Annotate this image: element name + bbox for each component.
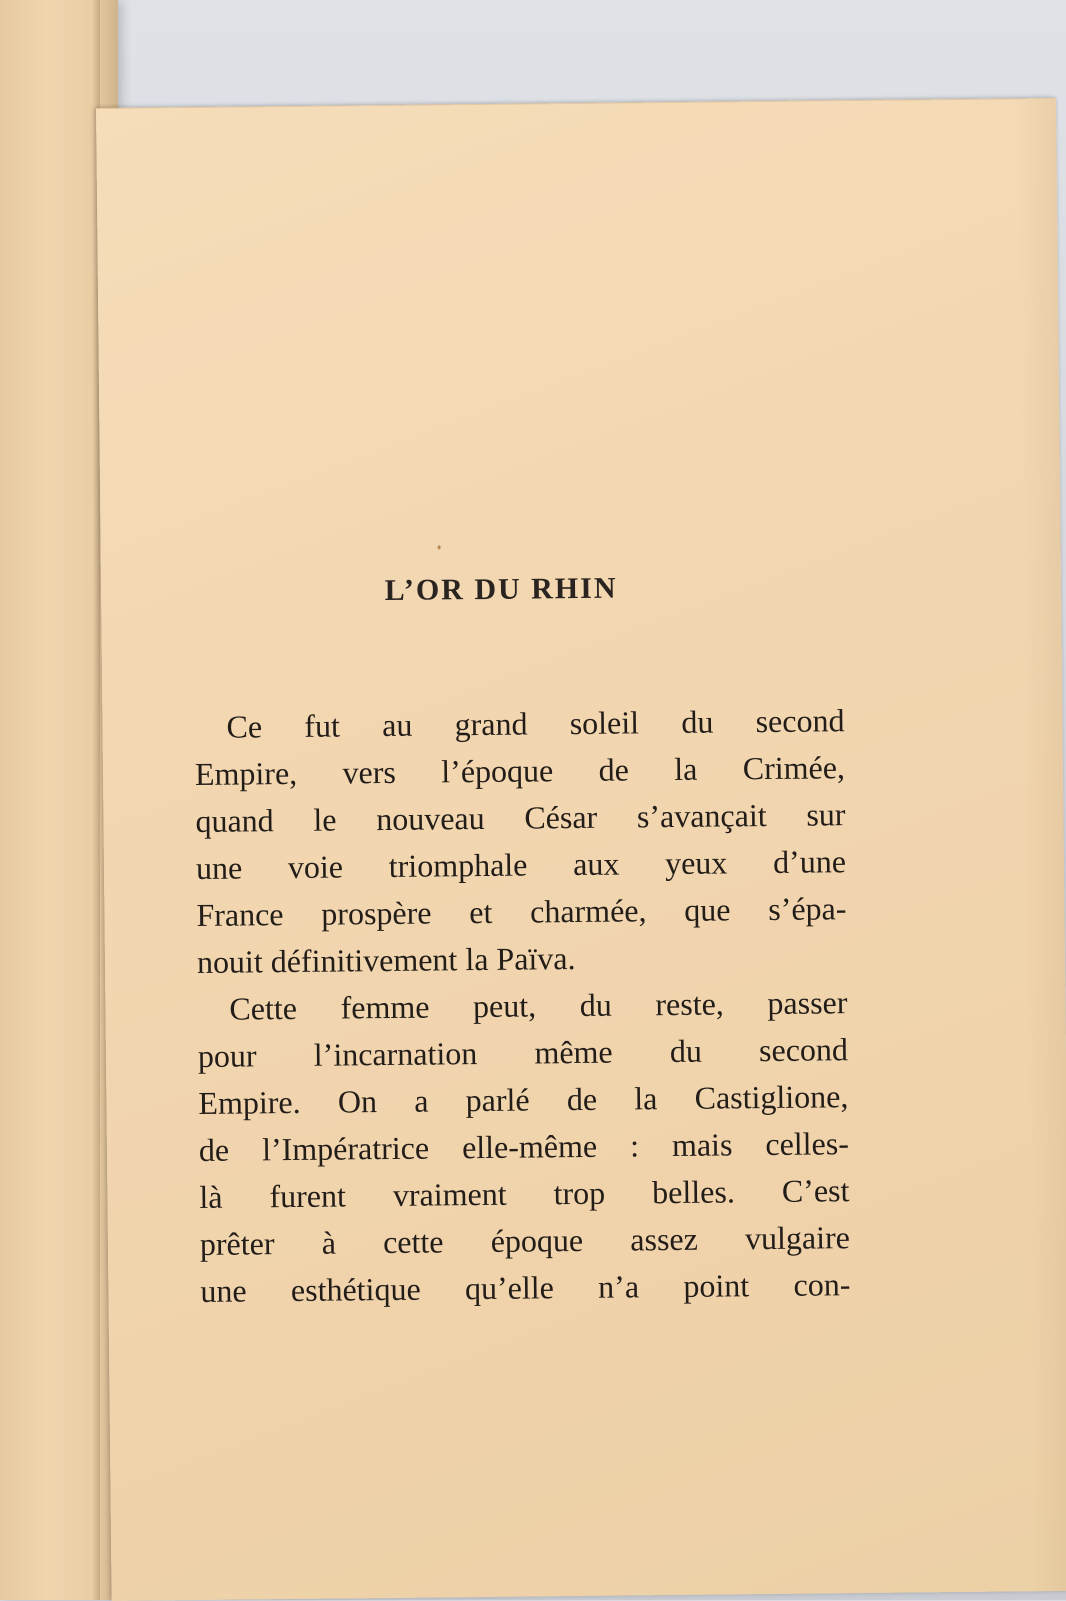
chapter-title: L’OR DU RHIN [384, 571, 618, 608]
text-line: là furent vraiment trop belles. C’est [199, 1172, 850, 1215]
text-line: de l’Impératrice elle-même : mais celles- [198, 1125, 850, 1168]
text-line: Empire. On a parlé de la Castiglione, [198, 1078, 849, 1121]
text-line: prêter à cette époque assez vulgaire [199, 1219, 851, 1262]
text-line: Empire, vers l’époque de la Crimée, [194, 749, 846, 792]
text-line: Cette femme peut, du reste, passer [229, 984, 848, 1027]
body-text [194, 697, 850, 1315]
text-line: France prospère et charmée, que s’épa- [196, 890, 847, 933]
paper-speck [438, 545, 441, 549]
text-line: une voie triomphale aux yeux d’une [195, 843, 847, 886]
text-line: Ce fut au grand soleil du second [226, 702, 845, 745]
text-line: quand le nouveau César s’avançait sur [195, 796, 846, 839]
text-line: nouit définitivement la Païva. [196, 940, 576, 980]
text-line: pour l’incarnation même du second [197, 1031, 849, 1074]
text-line: une esthétique qu’elle n’a point con- [200, 1266, 851, 1309]
book-page [96, 98, 1066, 1601]
